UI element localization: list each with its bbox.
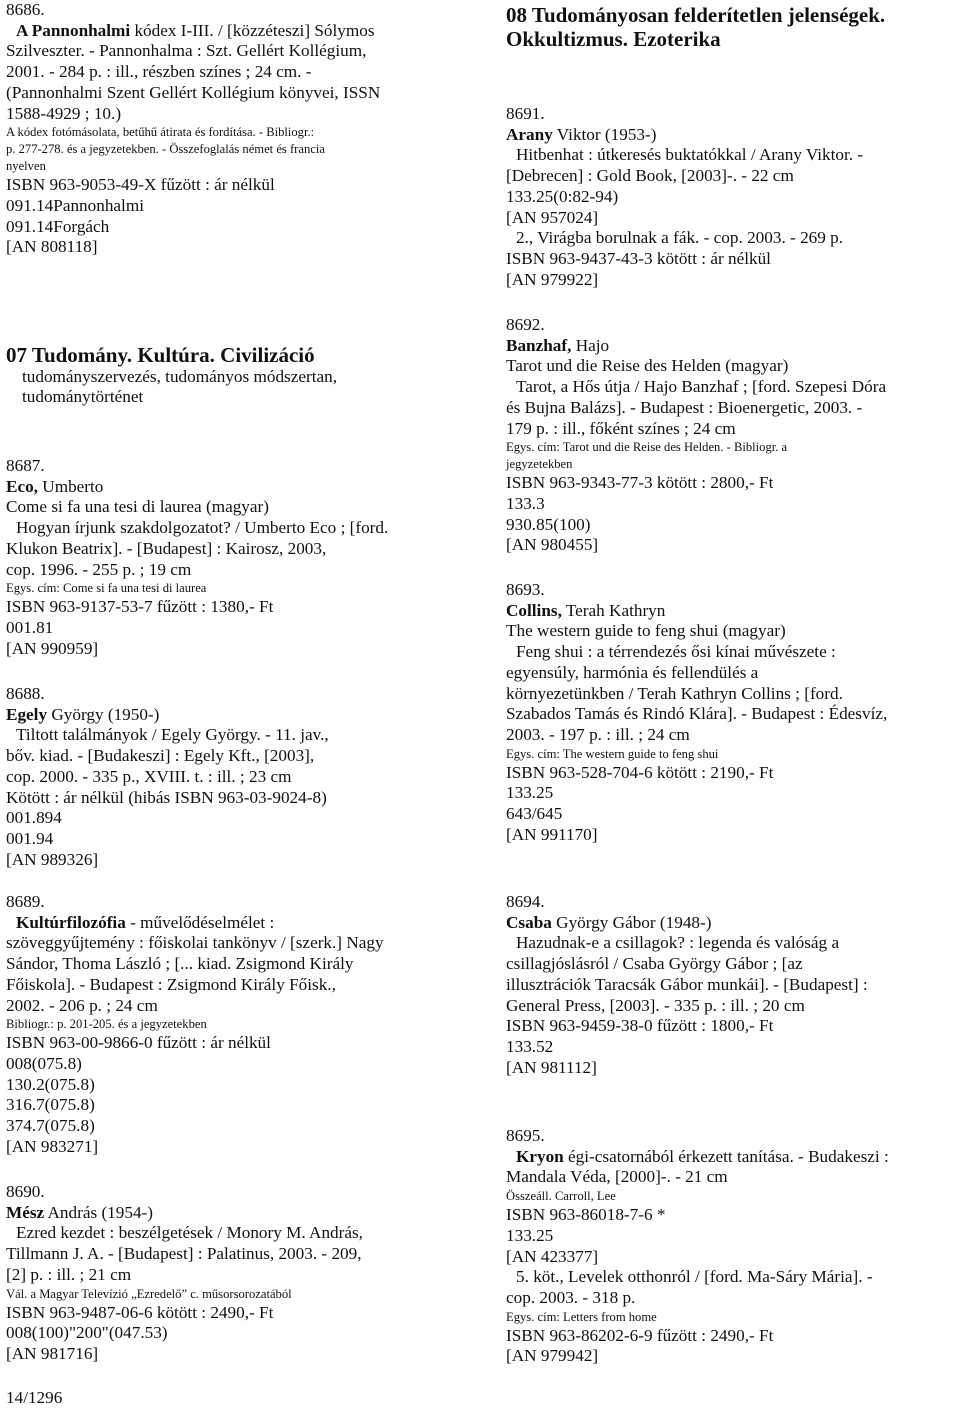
section-title: 08 Tudományosan felderítetlen jelenségek. bbox=[506, 3, 886, 27]
entry-line: bőv. kiad. - [Budakeszi] : Egely Kft., [2003], bbox=[6, 746, 315, 766]
section-subtitle: tudományszervezés, tudományos módszertan, bbox=[22, 367, 338, 386]
entry-number: 8688. bbox=[6, 684, 45, 703]
entry-line: csillagjóslásról / Csaba György Gábor ; [az bbox=[506, 954, 803, 974]
isbn-line: ISBN 963-9459-38-0 fűzött : 1800,- Ft bbox=[506, 1016, 774, 1036]
isbn-line: ISBN 963-9487-06-6 kötött : 2490,- Ft bbox=[6, 1302, 274, 1322]
entry-8693 bbox=[506, 580, 960, 845]
entry-number: 8686. bbox=[6, 0, 45, 19]
entry-8691 bbox=[506, 104, 960, 290]
entry-note: jegyzetekben bbox=[506, 457, 573, 472]
an-number: [AN 981112] bbox=[506, 1057, 597, 1077]
entry-number: 8691. bbox=[506, 104, 545, 123]
entry-line: Mandala Véda, [2000]-. - 21 cm bbox=[506, 1167, 728, 1187]
classification: 930.85(100) bbox=[506, 514, 591, 534]
entry-line: Főiskola]. - Budapest : Zsigmond Király Főisk., bbox=[6, 974, 336, 994]
classification: 001.94 bbox=[6, 828, 54, 848]
entry-title bbox=[506, 1147, 960, 1168]
author-rest: András (1954-) bbox=[44, 1202, 154, 1222]
an-number: [AN 980455] bbox=[506, 535, 599, 555]
entry-author bbox=[506, 125, 960, 146]
author-rest: György Gábor (1948-) bbox=[551, 912, 712, 932]
isbn-line: ISBN 963-9437-43-3 kötött : ár nélkül bbox=[506, 248, 771, 268]
entry-line: 179 p. : ill., főként színes ; 24 cm bbox=[506, 418, 736, 438]
classification: 001.81 bbox=[6, 617, 54, 637]
an-number: [AN 957024] bbox=[506, 207, 599, 227]
entry-note: Egys. cím: Letters from home bbox=[506, 1309, 657, 1324]
author-rest: Terah Kathryn bbox=[561, 600, 666, 620]
author-rest: Umberto bbox=[37, 476, 104, 496]
page-footer: 14/1296 bbox=[6, 1388, 63, 1407]
classification: 133.52 bbox=[506, 1036, 554, 1056]
isbn-line: ISBN 963-528-704-6 kötött : 2190,- Ft bbox=[506, 762, 774, 782]
section-title: Okkultizmus. Ezoterika bbox=[506, 27, 721, 51]
entry-line: 2001. - 284 p. : ill., részben színes ; 24 cm. - bbox=[6, 62, 312, 82]
entry-note: Egys. cím: Tarot und die Reise des Helden. - Bibliogr. a bbox=[506, 440, 788, 455]
isbn-line: ISBN 963-9137-53-7 fűzött : 1380,- Ft bbox=[6, 597, 274, 617]
classification: 133.25 bbox=[506, 1225, 554, 1245]
classification: 374.7(075.8) bbox=[6, 1116, 95, 1136]
an-number: [AN 990959] bbox=[6, 638, 99, 658]
classification: 008(075.8) bbox=[6, 1053, 82, 1073]
entry-author bbox=[6, 1203, 461, 1224]
entry-line: 2002. - 206 p. ; 24 cm bbox=[6, 995, 158, 1015]
entry-line: Klukon Beatrix]. - [Budapest] : Kairosz, 2003, bbox=[6, 538, 327, 558]
entry-line: egyensúly, harmónia és fellendülés a bbox=[506, 662, 759, 682]
entry-line: cop. 1996. - 255 p. ; 19 cm bbox=[6, 559, 192, 579]
section-subtitle: tudománytörténet bbox=[22, 387, 144, 406]
entry-line: The western guide to feng shui (magyar) bbox=[506, 621, 786, 641]
entry-line: Sándor, Thoma László ; [... kiad. Zsigmond Király bbox=[6, 954, 354, 974]
an-number: [AN 983271] bbox=[6, 1136, 99, 1156]
entry-line: Ezred kezdet : beszélgetések / Monory M. András, bbox=[16, 1223, 363, 1243]
entry-author bbox=[6, 705, 461, 726]
entry-line: Szilveszter. - Pannonhalma : Szt. Gellért Kollégium, bbox=[6, 41, 367, 61]
entry-note: Bibliogr.: p. 201-205. és a jegyzetekben bbox=[6, 1017, 207, 1032]
entry-number: 8694. bbox=[506, 892, 545, 911]
title-bold: Kryon bbox=[516, 1146, 564, 1166]
entry-line: 2003. - 197 p. : ill. ; 24 cm bbox=[506, 724, 690, 744]
entry-number: 8689. bbox=[6, 892, 45, 911]
entry-line: (Pannonhalmi Szent Gellért Kollégium könyvei, ISSN bbox=[6, 82, 381, 102]
author-rest: Viktor (1953-) bbox=[552, 124, 657, 144]
entry-line: szöveggyűjtemény : főiskolai tankönyv / [szerk.] Nagy bbox=[6, 933, 384, 953]
title-bold: A Pannonhalmi bbox=[16, 20, 131, 40]
classification: 091.14Pannonhalmi bbox=[6, 195, 144, 215]
classification: 133.25(0:82-94) bbox=[506, 186, 619, 206]
entry-line: [2] p. : ill. ; 21 cm bbox=[6, 1264, 132, 1284]
author-rest: György (1950-) bbox=[47, 704, 160, 724]
entry-line: Szabados Tamás és Rindó Klára]. - Budapest : Édesvíz, bbox=[506, 704, 888, 724]
author-rest: Hajo bbox=[571, 335, 610, 355]
entry-line: 1588-4929 ; 10.) bbox=[6, 103, 122, 123]
entry-line: 5. köt., Levelek otthonról / [ford. Ma-Sáry Mária]. - bbox=[516, 1267, 873, 1287]
entry-line: Tillmann J. A. - [Budapest] : Palatinus, 2003. - 209, bbox=[6, 1244, 362, 1264]
entry-line: Hitbenhat : útkeresés buktatókkal / Arany Viktor. - bbox=[516, 145, 864, 165]
isbn-line: ISBN 963-86018-7-6 * bbox=[506, 1205, 666, 1225]
author-bold: Eco, bbox=[6, 476, 38, 496]
entry-note: Összeáll. Carroll, Lee bbox=[506, 1189, 616, 1204]
isbn-line: ISBN 963-86202-6-9 fűzött : 2490,- Ft bbox=[506, 1325, 774, 1345]
entry-line: cop. 2003. - 318 p. bbox=[506, 1287, 636, 1307]
an-number: [AN 979942] bbox=[506, 1346, 599, 1366]
entry-line: Tiltott találmányok / Egely György. - 11. jav., bbox=[16, 725, 329, 745]
classification: 643/645 bbox=[506, 804, 563, 824]
entry-number: 8695. bbox=[506, 1126, 545, 1145]
entry-number: 8690. bbox=[6, 1182, 45, 1201]
section-heading-07 bbox=[6, 343, 461, 407]
an-number: [AN 989326] bbox=[6, 849, 99, 869]
entry-note: nyelven bbox=[6, 159, 46, 174]
title-rest: kódex I-III. / [közzéteszi] Sólymos bbox=[130, 20, 375, 40]
section-title: 07 Tudomány. Kultúra. Civilizáció bbox=[6, 343, 315, 367]
an-number: [AN 979922] bbox=[506, 269, 599, 289]
entry-number: 8693. bbox=[506, 580, 545, 599]
entry-line bbox=[6, 21, 461, 42]
author-bold: Mész bbox=[6, 1202, 45, 1222]
entry-note: Egys. cím: Come si fa una tesi di laurea bbox=[6, 581, 207, 596]
entry-line: környezetünkben / Terah Kathryn Collins ; [ford. bbox=[506, 683, 843, 703]
entry-8690 bbox=[6, 1182, 461, 1365]
entry-line: Come si fa una tesi di laurea (magyar) bbox=[6, 497, 269, 517]
classification: 130.2(075.8) bbox=[6, 1074, 95, 1094]
entry-line: cop. 2000. - 335 p., XVIII. t. : ill. ; 23 cm bbox=[6, 766, 292, 786]
isbn-line: Kötött : ár nélkül (hibás ISBN 963-03-9024-8) bbox=[6, 787, 327, 807]
entry-8688 bbox=[6, 684, 461, 870]
classification: 091.14Forgách bbox=[6, 216, 110, 236]
entry-8695 bbox=[506, 1126, 960, 1367]
title-rest: égi-csatornából érkezett tanítása. - Budakeszi : bbox=[563, 1146, 889, 1166]
an-number: [AN 991170] bbox=[506, 824, 598, 844]
entry-line: General Press, [2003]. - 335 p. : ill. ; 20 cm bbox=[506, 995, 805, 1015]
an-number: [AN 808118] bbox=[6, 237, 98, 257]
entry-8686 bbox=[6, 0, 461, 258]
entry-author bbox=[6, 477, 461, 498]
entry-line: és Bujna Balázs]. - Budapest : Bioenergetic, 2003. - bbox=[506, 397, 863, 417]
entry-8694 bbox=[506, 892, 960, 1078]
entry-8692 bbox=[506, 315, 960, 556]
entry-line: Feng shui : a térrendezés ősi kínai művészete : bbox=[516, 642, 836, 662]
classification: 133.3 bbox=[506, 493, 545, 513]
isbn-line: ISBN 963-00-9866-0 fűzött : ár nélkül bbox=[6, 1033, 271, 1053]
classification: 316.7(075.8) bbox=[6, 1095, 95, 1115]
entry-8689 bbox=[6, 892, 461, 1157]
entry-author bbox=[506, 913, 960, 934]
entry-note: Vál. a Magyar Televízió „Ezredelő” c. műsorsorozatából bbox=[6, 1286, 292, 1301]
section-heading-08 bbox=[506, 3, 960, 51]
entry-number: 8692. bbox=[506, 315, 545, 334]
entry-number: 8687. bbox=[6, 456, 45, 475]
entry-author bbox=[506, 601, 960, 622]
classification: 133.25 bbox=[506, 783, 554, 803]
classification: 008(100)"200"(047.53) bbox=[6, 1323, 168, 1343]
entry-8687 bbox=[6, 456, 461, 659]
entry-author bbox=[506, 336, 960, 357]
entry-line: Hogyan írjunk szakdolgozatot? / Umberto Eco ; [ford. bbox=[16, 518, 389, 538]
entry-line: Hazudnak-e a csillagok? : legenda és valóság a bbox=[516, 933, 840, 953]
entry-note: p. 277-278. és a jegyzetekben. - Összefoglalás német és francia bbox=[6, 142, 325, 157]
title-bold: Kultúrfilozófia bbox=[16, 912, 126, 932]
classification: 001.894 bbox=[6, 808, 62, 828]
entry-line: [Debrecen] : Gold Book, [2003]-. - 22 cm bbox=[506, 166, 794, 186]
entry-line: Tarot, a Hős útja / Hajo Banzhaf ; [ford. Szepesi Dóra bbox=[516, 377, 887, 397]
entry-line: illusztrációk Taracsák Gábor munkái]. - [Budapest] : bbox=[506, 974, 868, 994]
entry-line: 2., Virágba borulnak a fák. - cop. 2003. - 269 p. bbox=[516, 228, 844, 248]
isbn-line: ISBN 963-9053-49-X fűzött : ár nélkül bbox=[6, 175, 275, 195]
entry-line: Tarot und die Reise des Helden (magyar) bbox=[506, 356, 789, 376]
author-bold: Csaba bbox=[506, 912, 552, 932]
title-rest: - művelődéselmélet : bbox=[125, 912, 275, 932]
isbn-line: ISBN 963-9343-77-3 kötött : 2800,- Ft bbox=[506, 473, 774, 493]
author-bold: Collins, bbox=[506, 600, 562, 620]
entry-note: A kódex fotómásolata, betűhű átirata és fordítása. - Bibliogr.: bbox=[6, 125, 315, 140]
author-bold: Banzhaf, bbox=[506, 335, 572, 355]
author-bold: Arany bbox=[506, 124, 553, 144]
an-number: [AN 423377] bbox=[506, 1246, 599, 1266]
author-bold: Egely bbox=[6, 704, 48, 724]
an-number: [AN 981716] bbox=[6, 1343, 99, 1363]
entry-note: Egys. cím: The western guide to feng shui bbox=[506, 746, 719, 761]
entry-title bbox=[6, 913, 461, 934]
